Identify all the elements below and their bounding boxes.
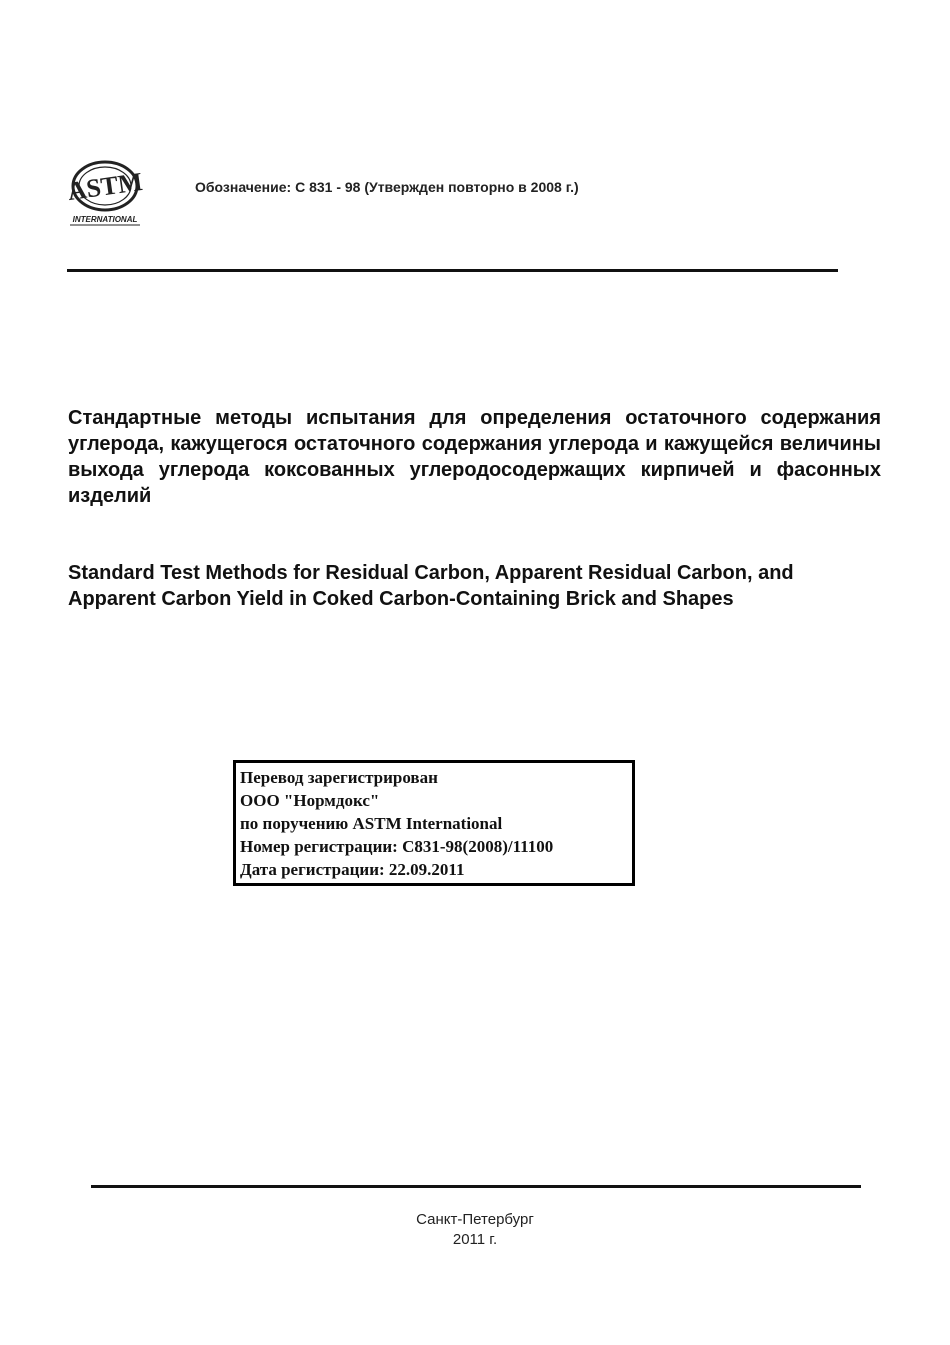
designation: Обозначение: C 831 - 98 (Утвержден повторно в 2008 г.) <box>195 179 579 195</box>
registration-line: по поручению ASTM International <box>240 814 503 833</box>
registration-date: Дата регистрации: 22.09.2011 <box>240 860 465 879</box>
bottom-divider <box>91 1185 861 1188</box>
footer-year: 2011 г. <box>452 1231 498 1248</box>
footer-city: Санкт-Петербург <box>416 1211 534 1228</box>
logo-text: ASTM <box>66 166 144 207</box>
logo-subtext: INTERNATIONAL <box>72 215 138 224</box>
top-divider <box>67 269 838 272</box>
title-english: Standard Test Methods for Residual Carbon, Apparent Residual Carbon, and Apparent Carbon Yield in Coked Carbon-Containing Brick and Shapes <box>68 562 794 610</box>
registration-line: ООО "Нормдокс" <box>240 791 380 810</box>
registration-number: Номер регистрации: C831-98(2008)/11100 <box>240 837 554 856</box>
title-russian: Стандартные методы испытания для определения остаточного содержания углерода, кажущегося остаточного содержания углерода и кажущейся величины выхода углерода коксованных углеродосодержащих кирпичей и фасонных изделий <box>68 407 881 507</box>
registration-box <box>233 760 635 886</box>
registration-line: Перевод зарегистрирован <box>240 768 438 787</box>
footer <box>0 1210 950 1250</box>
astm-logo <box>66 160 144 228</box>
astm-logo-icon <box>66 160 144 228</box>
